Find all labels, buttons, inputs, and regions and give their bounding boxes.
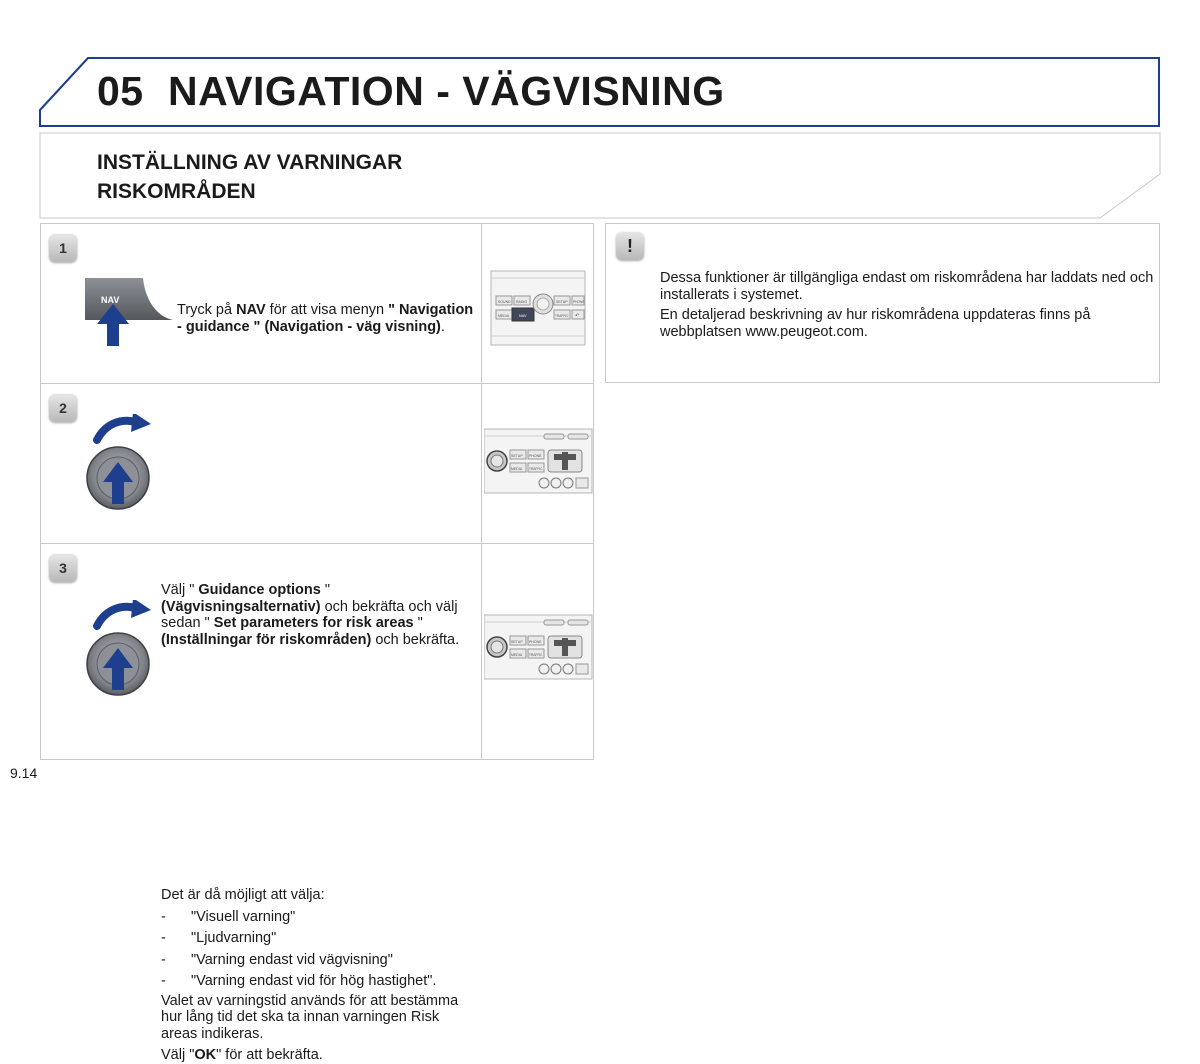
svg-text:PHONE: PHONE xyxy=(573,300,585,304)
chapter-title: NAVIGATION - VÄGVISNING xyxy=(168,68,725,114)
rotary-knob-press-icon xyxy=(83,414,153,514)
rotary-knob-press-icon xyxy=(83,600,153,700)
svg-text:SETUP: SETUP xyxy=(511,454,523,458)
page-number: 9.14 xyxy=(10,765,38,781)
step-1-panel-image-cell xyxy=(481,224,593,383)
note-paragraph: Dessa funktioner är tillgängliga endast om riskområdena har laddats ned och installerats i systemet. xyxy=(660,270,1154,303)
svg-text:MEDIA: MEDIA xyxy=(511,467,523,471)
section-title xyxy=(97,148,517,206)
step-number-badge: 1 xyxy=(49,234,77,262)
svg-text:MEDIA: MEDIA xyxy=(498,314,510,318)
important-note-box xyxy=(605,223,1160,383)
svg-text:SOUND: SOUND xyxy=(498,300,511,304)
svg-text:RADIO: RADIO xyxy=(516,300,528,304)
radio-panel-knob-illustration xyxy=(484,428,594,494)
step-row-1 xyxy=(41,224,593,384)
svg-text:SETUP: SETUP xyxy=(511,640,523,644)
svg-text:↶: ↶ xyxy=(575,313,580,319)
step-row-2 xyxy=(41,384,593,648)
nav-key: NAV xyxy=(236,302,266,318)
step-2-instruction: Välj " Guidance options " (Vägvisningsalternativ) och bekräfta och välj sedan " Set parameters for risk areas " (Inställningar för riskområden) och bekräfta. xyxy=(161,582,460,648)
list-item: - "Visuell varning" xyxy=(161,908,296,925)
section-title-line1: INSTÄLLNING AV VARNINGAR xyxy=(97,151,403,174)
svg-text:SETUP: SETUP xyxy=(556,300,568,304)
warning-time-explanation: Valet av varningstid används för att bestämma hur lång tid det ska ta innan varningen Risk areas indikeras. xyxy=(161,992,459,1042)
svg-text:TRAFFIC: TRAFFIC xyxy=(529,653,543,657)
note-paragraph: En detaljerad beskrivning av hur riskområdena uppdateras finns på webbplatsen www.peugeot.com. xyxy=(660,307,1091,340)
list-item: - "Varning endast vid för hög hastighet". xyxy=(161,973,437,989)
svg-text:PHONE: PHONE xyxy=(529,454,542,458)
options-intro: Det är då möjligt att välja: xyxy=(161,887,325,903)
step-number-badge: 2 xyxy=(49,394,77,422)
nav-button-press-icon xyxy=(81,272,181,352)
svg-text:TRAFFIC: TRAFFIC xyxy=(555,314,569,318)
list-item: - "Varning endast vid vägvisning" xyxy=(161,951,393,968)
menu-name: " Navigation - guidance " (Navigation - väg visning) xyxy=(177,302,474,335)
list-item: - "Ljudvarning" xyxy=(161,930,277,946)
confirm-instruction: Välj "OK" för att bekräfta. xyxy=(161,1047,323,1063)
section-title-line2: RISKOMRÅDEN xyxy=(97,180,256,203)
radio-panel-knob-illustration xyxy=(484,614,594,680)
svg-text:NAV: NAV xyxy=(519,314,527,318)
radio-panel-nav-illustration xyxy=(490,270,586,346)
note-text xyxy=(660,270,1155,344)
step-3-panel-image-cell xyxy=(481,544,593,759)
svg-text:PHONE: PHONE xyxy=(529,640,542,644)
exclamation-icon: ! xyxy=(616,232,644,260)
step-1-instruction: Tryck på NAV för att visa menyn " Navigation - guidance " (Navigation - väg visning). xyxy=(177,302,474,335)
step-row-3 xyxy=(41,544,593,1063)
chapter-number: 05 xyxy=(97,68,144,114)
svg-text:TRAFFIC: TRAFFIC xyxy=(529,467,543,471)
svg-text:MEDIA: MEDIA xyxy=(511,653,523,657)
nav-button-label: NAV xyxy=(101,295,120,305)
step-number-badge: 3 xyxy=(49,554,77,582)
step-2-panel-image-cell xyxy=(481,384,593,543)
step-3-instruction xyxy=(161,887,479,1064)
steps-table xyxy=(40,223,594,1063)
